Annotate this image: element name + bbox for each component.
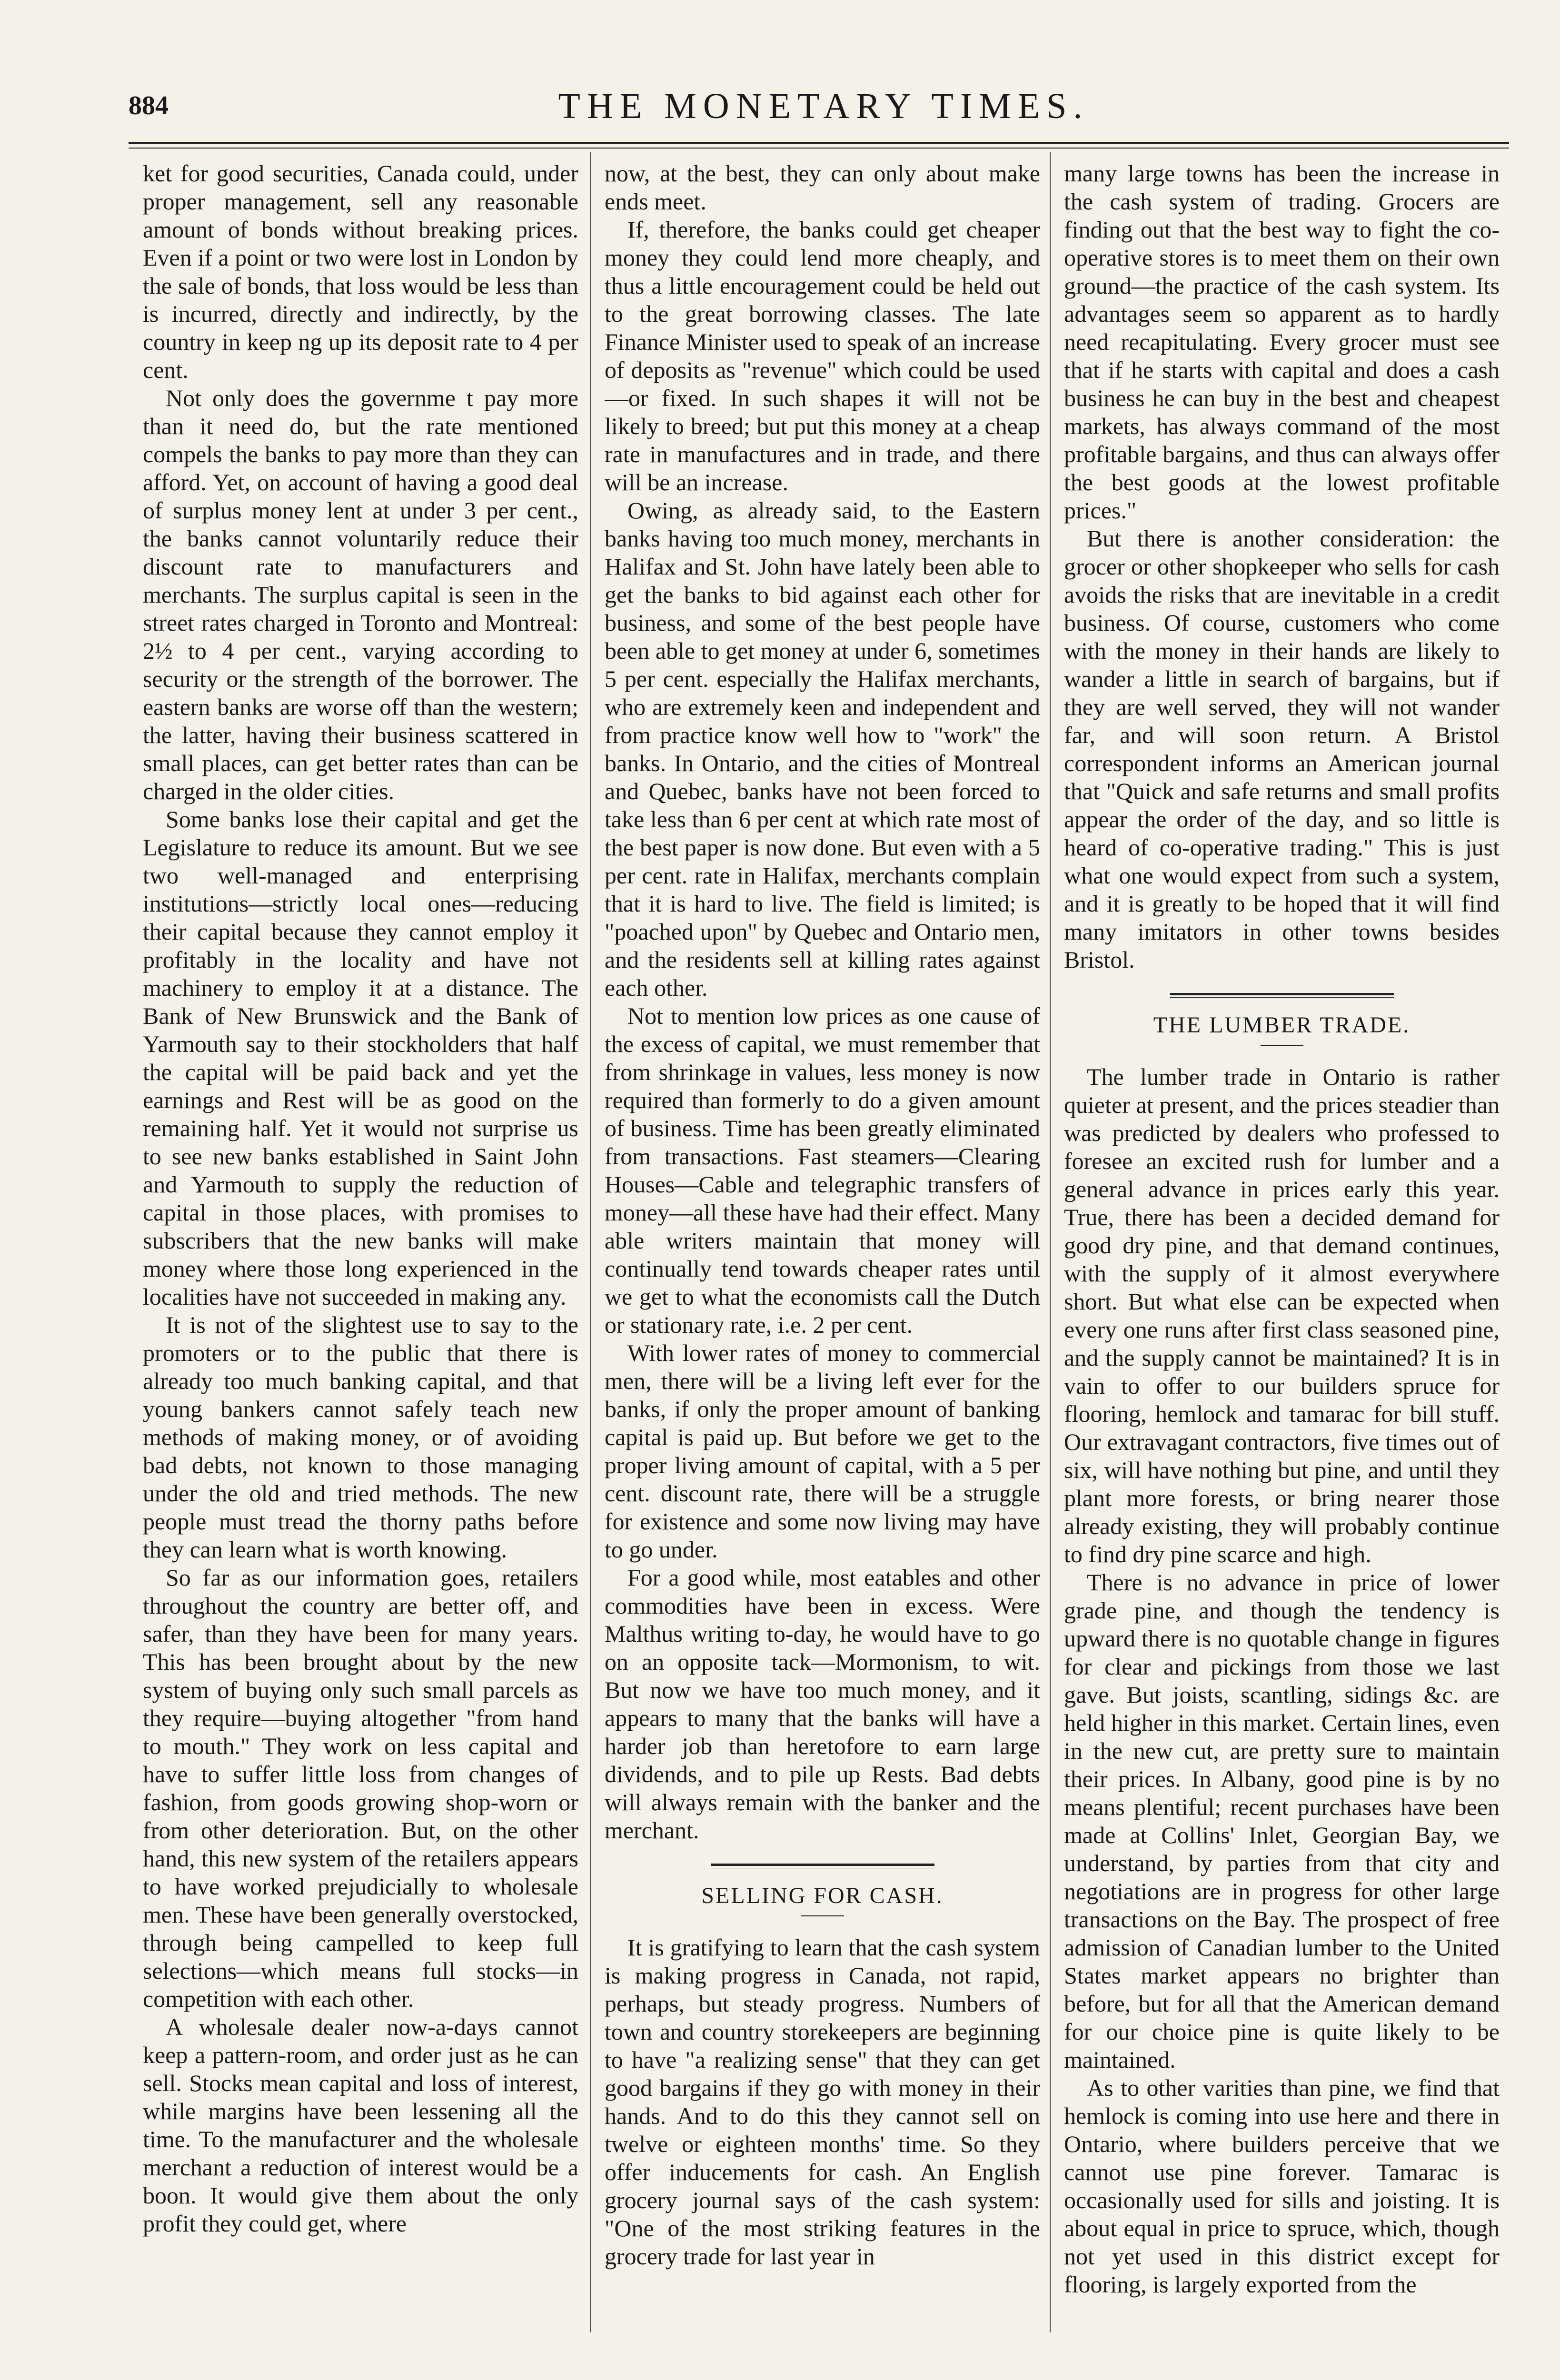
- paragraph: The lumber trade in Ontario is rather quieter at present, and the prices steadier than was predicted by dealers who professed to foresee an excited rush for lumber and a general advance in prices early this year. True, there has been a decided demand for good dry pine, and that demand continues, with the supply of it almost everywhere short. But what else can be expected when every one runs after first class seasoned pine, and the supply cannot be maintained? It is in vain to offer to our builders spruce for flooring, hemlock and tamarac for bill stuff. Our extravagant contractors, five times out of six, will have nothing but pine, and until they plant more forests, or bring nearer those already existing, they will probably continue to find dry pine scarce and high.: [1064, 1063, 1500, 1567]
- column-divider: [1050, 152, 1051, 2332]
- column-3: [1064, 159, 1500, 2349]
- paragraph: But there is another consideration: the grocer or other shopkeeper who sells for cash avoids the risks that are inevitable in a credit business. Of course, customers who come with the money in their hands are likely to wander a little in search of bargains, but if they are well served, they will not wander far, and will soon return. A Bristol correspondent informs an American journal that "Quick and safe returns and small profits appear the order of the day, and so little is heard of co-operative trading." This is just what one would expect from such a system, and it is greatly to be hoped that it will find many imitators in other towns besides Bristol.: [1064, 525, 1500, 973]
- paragraph: A wholesale dealer now-a-days cannot keep a pattern-room, and order just as he can sell. Stocks mean capital and loss of interest, while margins have been lessening all the time. To the manufacturer and the wholesale merchant a reduction of interest would be a boon. It would give them about the only profit they could get, where: [143, 2013, 578, 2237]
- paragraph: With lower rates of money to commercial men, there will be a living left ever for the banks, if only the proper amount of banking capital is paid up. But before we get to the proper living amount of capital, with a 5 per cent. discount rate, there will be a struggle for existence and some now living may have to go under.: [605, 1339, 1040, 1563]
- paragraph: ket for good securities, Canada could, under proper management, sell any reasonable amount of bonds without breaking prices. Even if a point or two were lost in London by the sale of bonds, that loss would be less than is incurred, directly and indirectly, by the country in keep ng up its deposit rate to 4 per cent.: [143, 160, 578, 383]
- page-header: [129, 86, 1519, 138]
- paragraph: There is no advance in price of lower grade pine, and though the tendency is upward there is no quotable change in figures for clear and pickings from those we last gave. But joists, scantling, sidings &c. are held higher in this market. Certain lines, even in the new cut, are pretty sure to maintain their prices. In Albany, good pine is by no means plentiful; recent purchases have been made at Collins' Inlet, Georgian Bay, we understand, by parties from that city and negotiations are in progress for other large transactions on the Bay. The prospect of free admission of Canadian lumber to the United States market appears no brighter than before, but for all that the American demand for our choice pine is quite likely to be maintained.: [1064, 1569, 1500, 2073]
- masthead-title: THE MONETARY TIMES.: [558, 86, 1089, 126]
- paragraph: Not to mention low prices as one cause of the excess of capital, we must remember that from shrinkage in values, less money is now required than formerly to do a given amount of business. Time has been greatly eliminated from transactions. Fast steamers—Clearing Houses—Cable and telegraphic transfers of money—all these have had their effect. Many able writers maintain that money will continually tend towards cheaper rates until we get to what the economists call the Dutch or stationary rate, i.e. 2 per cent.: [605, 1002, 1040, 1338]
- paragraph: many large towns has been the increase in the cash system of trading. Grocers are finding out that the best way to fight the co-operative stores is to meet them on their own ground—the practice of the cash system. Its advantages seem so apparent as to hardly need recapitulating. Every grocer must see that if he starts with capital and does a cash business he can buy in the best and cheapest markets, has always command of the most profitable bargains, and thus can always offer the best goods at the lowest profitable prices.": [1064, 160, 1500, 524]
- section-divider: [1064, 993, 1500, 998]
- paragraph: now, at the best, they can only about make ends meet.: [605, 160, 1040, 215]
- paragraph: Some banks lose their capital and get the Legislature to reduce its amount. But we see two well-managed and enterprising institutions—strictly local ones—reducing their capital because they cannot employ it profitably in the locality and have not machinery to employ it at a distance. The Bank of New Brunswick and the Bank of Yarmouth say to their stockholders that half the capital will be paid back and yet the earnings and Rest will be as good on the remaining half. Yet it would not surprise us to see new banks established in Saint John and Yarmouth to supply the reduction of capital in those places, with promises to subscribers that the new banks will make money where those long experienced in the localities have not succeeded in making any.: [143, 806, 578, 1310]
- paragraph: So far as our information goes, retailers throughout the country are better off, and safer, than they have been for many years. This has been brought about by the new system of buying only such small parcels as they require—buying altogether "from hand to mouth." They work on less capital and have to suffer little loss from changes of fashion, from goods growing shop-worn or from other deterioration. But, on the other hand, this new system of the retailers appears to have worked prejudicially to wholesale men. These have been generally overstocked, through being campelled to keep full selections—which means full stocks—in competition with each other.: [143, 1564, 578, 2012]
- column-2: [605, 159, 1040, 2349]
- column-1: [143, 159, 578, 2349]
- header-rule-thin: [129, 148, 1509, 149]
- paragraph: Owing, as already said, to the Eastern banks having too much money, merchants in Halifax and St. John have lately been able to get the banks to bid against each other for business, and some of the best people have been able to get money at under 6, sometimes 5 per cent. especially the Halifax merchants, who are extremely keen and independent and from practice know well how to "work" the banks. In Ontario, and the cities of Montreal and Quebec, banks have not been forced to take less than 6 per cent at which rate most of the best paper is now done. But even with a 5 per cent. rate in Halifax, merchants complain that it is hard to live. The field is limited; is "poached upon" by Quebec and Ontario men, and the residents sell at killing rates against each other.: [605, 497, 1040, 1001]
- paragraph: For a good while, most eatables and other commodities have been in excess. Were Malthus writing to-day, he would have to go on an opposite tack—Mormonism, to wit. But now we have too much money, and it appears to many that the banks will have a harder job than heretofore to earn large dividends, and to pile up Rests. Bad debts will always remain with the banker and the merchant.: [605, 1564, 1040, 1844]
- paragraph: If, therefore, the banks could get cheaper money they could lend more cheaply, and thus a little encouragement could be held out to the great borrowing classes. The late Finance Minister used to speak of an increase of deposits as "revenue" which could be used—or fixed. In such shapes it will not be likely to breed; but put this money at a cheap rate in manufactures and in trade, and there will be an increase.: [605, 216, 1040, 496]
- paragraph: Not only does the governme t pay more than it need do, but the rate mentioned compels the banks to pay more than they can afford. Yet, on account of having a good deal of surplus money lent at under 3 per cent., the banks cannot voluntarily reduce their discount rate to manufacturers and merchants. The surplus capital is seen in the street rates charged in Toronto and Montreal: 2½ to 4 per cent., varying according to security or the strength of the borrower. The eastern banks are worse off than the western; the latter, having their business scattered in small places, can get better rates than can be charged in the older cities.: [143, 385, 578, 804]
- paragraph: It is not of the slightest use to say to the promoters or to the public that there is already too much banking capital, and that young bankers cannot safely teach new methods of making money, or of avoiding bad debts, not known to those managing under the old and tried methods. The new people must tread the thorny paths before they can learn what is worth knowing.: [143, 1311, 578, 1563]
- section-heading-lumber-trade: THE LUMBER TRADE.: [1153, 1012, 1411, 1038]
- column-divider: [590, 152, 591, 2332]
- paragraph: It is gratifying to learn that the cash system is making progress in Canada, not rapid, perhaps, but steady progress. Numbers of town and country storekeepers are beginning to have "a realizing sense" that they can get good bargains if they go with money in their hands. And to do this they cannot sell on twelve or eighteen months' time. So they offer inducements for cash. An English grocery journal says of the cash system: "One of the most striking features in the grocery trade for last year in: [605, 1934, 1040, 2270]
- section-divider: [605, 1864, 1040, 1868]
- heading-rule: [1261, 1045, 1303, 1046]
- paragraph: As to other varities than pine, we find that hemlock is coming into use here and there in Ontario, where builders perceive that we cannot use pine forever. Tamarac is occasionally used for sills and joisting. It is about equal in price to spruce, which, though not yet used in this district except for flooring, is largely exported from the: [1064, 2074, 1500, 2298]
- page-number: 884: [129, 91, 169, 120]
- heading-rule: [801, 1915, 844, 1916]
- section-heading-selling-for-cash: SELLING FOR CASH.: [701, 1883, 944, 1908]
- header-rule: [129, 142, 1509, 144]
